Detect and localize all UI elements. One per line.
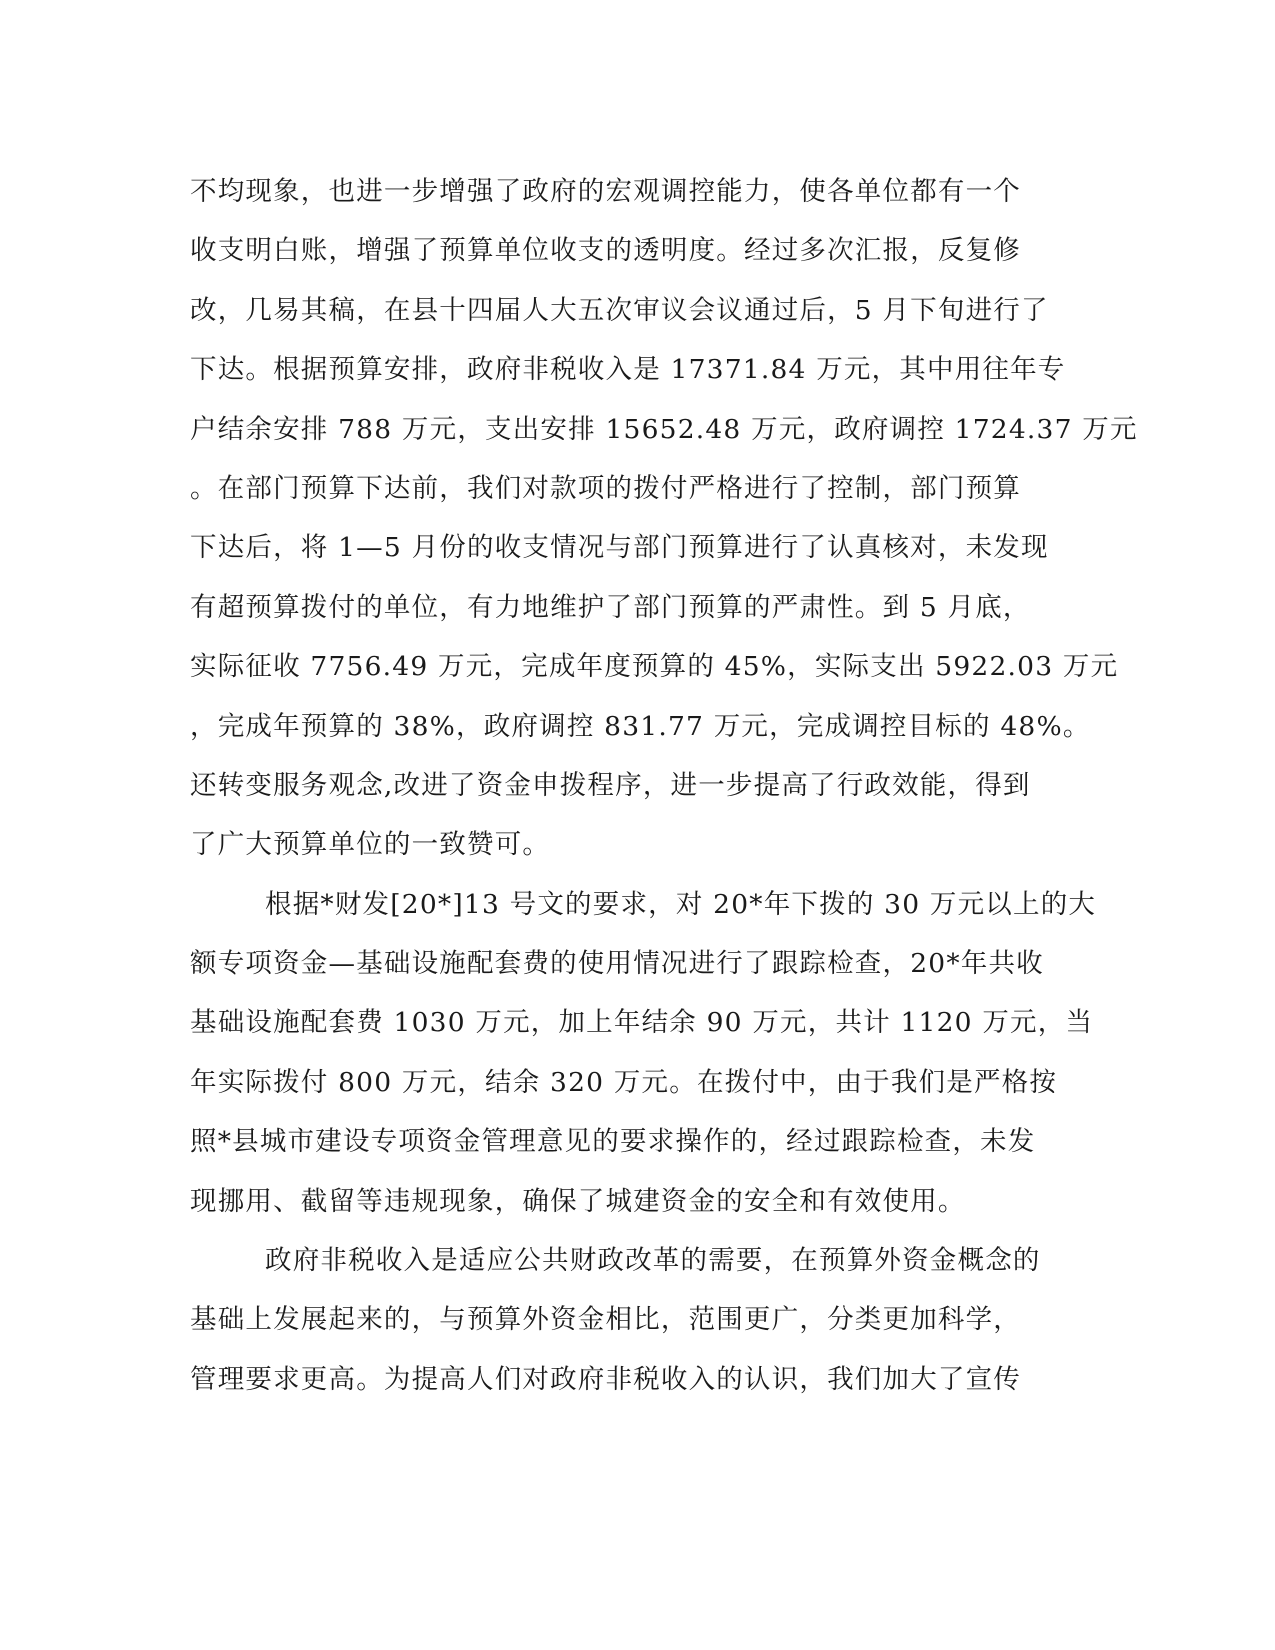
text-line: 下达后，将 1—5 月份的收支情况与部门预算进行了认真核对，未发现 [190, 532, 1049, 564]
text-line: 额专项资金—基础设施配套费的使用情况进行了跟踪检查，20*年共收 [190, 948, 1044, 980]
text-line: 有超预算拨付的单位，有力地维护了部门预算的严肃性。到 5 月底， [190, 591, 1031, 623]
text-line-paragraph-start: 政府非税收入是适应公共财政改革的需要，在预算外资金概念的 [265, 1245, 1041, 1277]
text-line: 基础设施配套费 1030 万元，加上年结余 90 万元，共计 1120 万元，当 [190, 1007, 1094, 1039]
text-line: 了广大预算单位的一致赞可。 [190, 829, 551, 861]
text-line: ，完成年预算的 38%，政府调控 831.77 万元，完成调控目标的 48%。 [190, 710, 1091, 742]
text-line: 不均现象，也进一步增强了政府的宏观调控能力，使各单位都有一个 [190, 176, 1021, 207]
text-line: 年实际拨付 800 万元，结余 320 万元。在拨付中，由于我们是严格按 [190, 1066, 1058, 1098]
text-line: 管理要求更高。为提高人们对政府非税收入的认识，我们加大了宣传 [190, 1363, 1021, 1395]
body-text [190, 162, 1138, 1409]
text-line: 现挪用、截留等违规现象，确保了城建资金的安全和有效使用。 [190, 1185, 966, 1217]
text-line: 改，几易其稿，在县十四届人大五次审议会议通过后，5 月下旬进行了 [190, 294, 1049, 326]
text-line: 。在部门预算下达前，我们对款项的拨付严格进行了控制，部门预算 [190, 472, 1021, 504]
text-line: 还转变服务观念,改进了资金申拨程序，进一步提高了行政效能，得到 [190, 769, 1031, 801]
text-line: 实际征收 7756.49 万元，完成年度预算的 45%，实际支出 5922.03 万元 [190, 651, 1119, 683]
text-line-paragraph-start: 根据*财发[20*]13 号文的要求，对 20*年下拨的 30 万元以上的大 [265, 888, 1097, 920]
text-line: 下达。根据预算安排，政府非税收入是 17371.84 万元，其中用往年专 [190, 354, 1066, 386]
text-line: 照*县城市建设专项资金管理意见的要求操作的，经过跟踪检查，未发 [190, 1126, 1036, 1158]
text-line: 户结余安排 788 万元，支出安排 15652.48 万元，政府调控 1724.37 万元 [190, 413, 1138, 445]
text-line: 收支明白账，增强了预算单位收支的透明度。经过多次汇报，反复修 [190, 235, 1021, 267]
text-line: 基础上发展起来的，与预算外资金相比，范围更广，分类更加科学， [190, 1304, 1021, 1336]
